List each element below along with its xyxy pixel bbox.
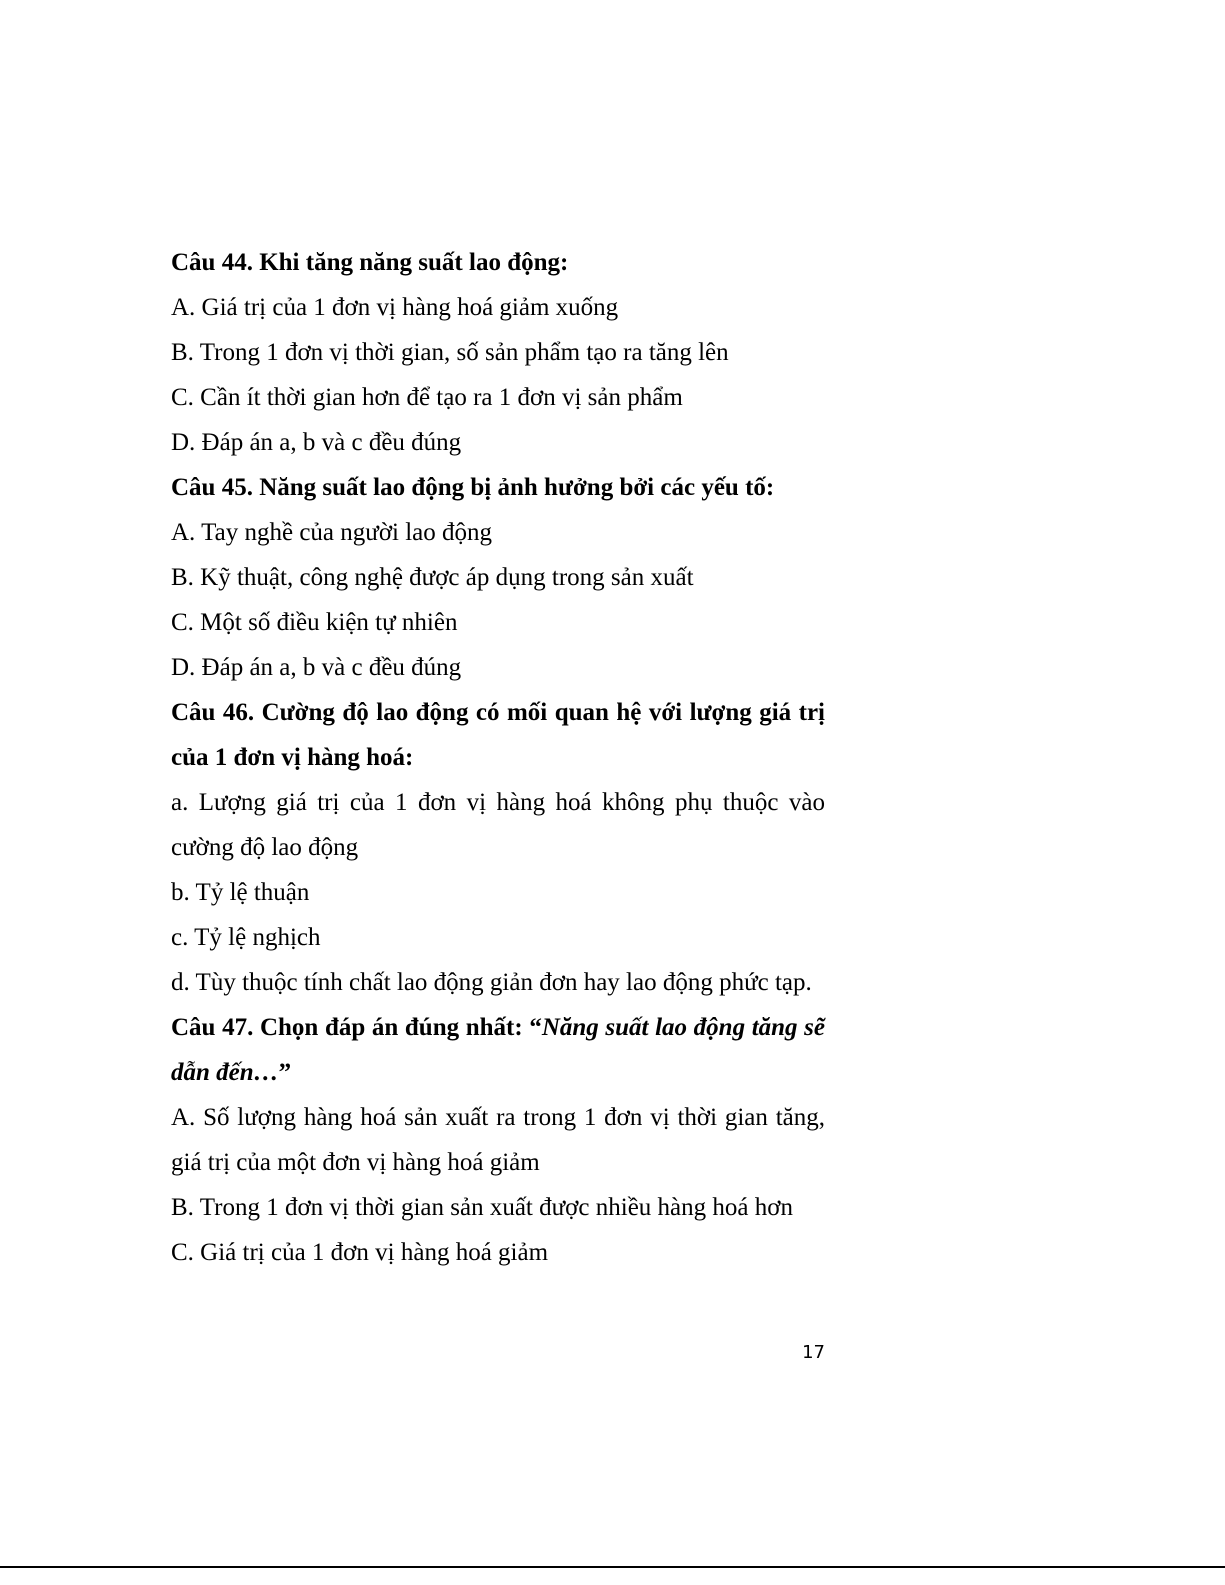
question-47-prompt-quote: Năng suất lao động tăng sẽ dẫn đến… [171, 1014, 826, 1086]
question-46-prompt: Câu 46. Cường độ lao động có mối quan hệ với lượng giá trị của 1 đơn vị hàng hoá: [171, 699, 825, 771]
question-46-option-d: d. Tùy thuộc tính chất lao động giản đơn hay lao động phức tạp. [171, 969, 812, 996]
question-47-option-a: A. Số lượng hàng hoá sản xuất ra trong 1 đơn vị thời gian tăng, giá trị của một đơn vị hàng hoá giảm [171, 1104, 825, 1176]
question-45-option-d: D. Đáp án a, b và c đều đúng [171, 654, 462, 681]
question-44-option-b: B. Trong 1 đơn vị thời gian, số sản phẩm tạo ra tăng lên [171, 339, 729, 366]
question-44-option-c: C. Cần ít thời gian hơn để tạo ra 1 đơn vị sản phẩm [171, 384, 683, 411]
question-46-option-c: c. Tỷ lệ nghịch [171, 924, 321, 951]
question-47-prompt-lead: Câu 47. Chọn đáp án đúng nhất: “ [171, 1014, 542, 1041]
page-content [171, 240, 825, 1275]
question-45-option-b: B. Kỹ thuật, công nghệ được áp dụng trong sản xuất [171, 564, 694, 591]
question-45-option-a: A. Tay nghề của người lao động [171, 519, 493, 546]
page-bottom-border [0, 1566, 1225, 1568]
question-46-option-a: a. Lượng giá trị của 1 đơn vị hàng hoá không phụ thuộc vào cường độ lao động [171, 789, 825, 861]
page-number: 17 [802, 1342, 825, 1363]
question-46-option-b: b. Tỷ lệ thuận [171, 879, 310, 906]
question-47-prompt-close: ” [278, 1059, 292, 1086]
question-45-prompt: Câu 45. Năng suất lao động bị ảnh hưởng bởi các yếu tố: [171, 474, 775, 501]
question-47-option-c: C. Giá trị của 1 đơn vị hàng hoá giảm [171, 1239, 549, 1266]
question-47-option-b: B. Trong 1 đơn vị thời gian sản xuất được nhiều hàng hoá hơn [171, 1194, 793, 1221]
question-47-prompt [171, 1005, 825, 1095]
question-44-option-d: D. Đáp án a, b và c đều đúng [171, 429, 462, 456]
question-44-option-a: A. Giá trị của 1 đơn vị hàng hoá giảm xuống [171, 294, 619, 321]
question-45-option-c: C. Một số điều kiện tự nhiên [171, 609, 458, 636]
question-44-prompt: Câu 44. Khi tăng năng suất lao động: [171, 249, 569, 276]
